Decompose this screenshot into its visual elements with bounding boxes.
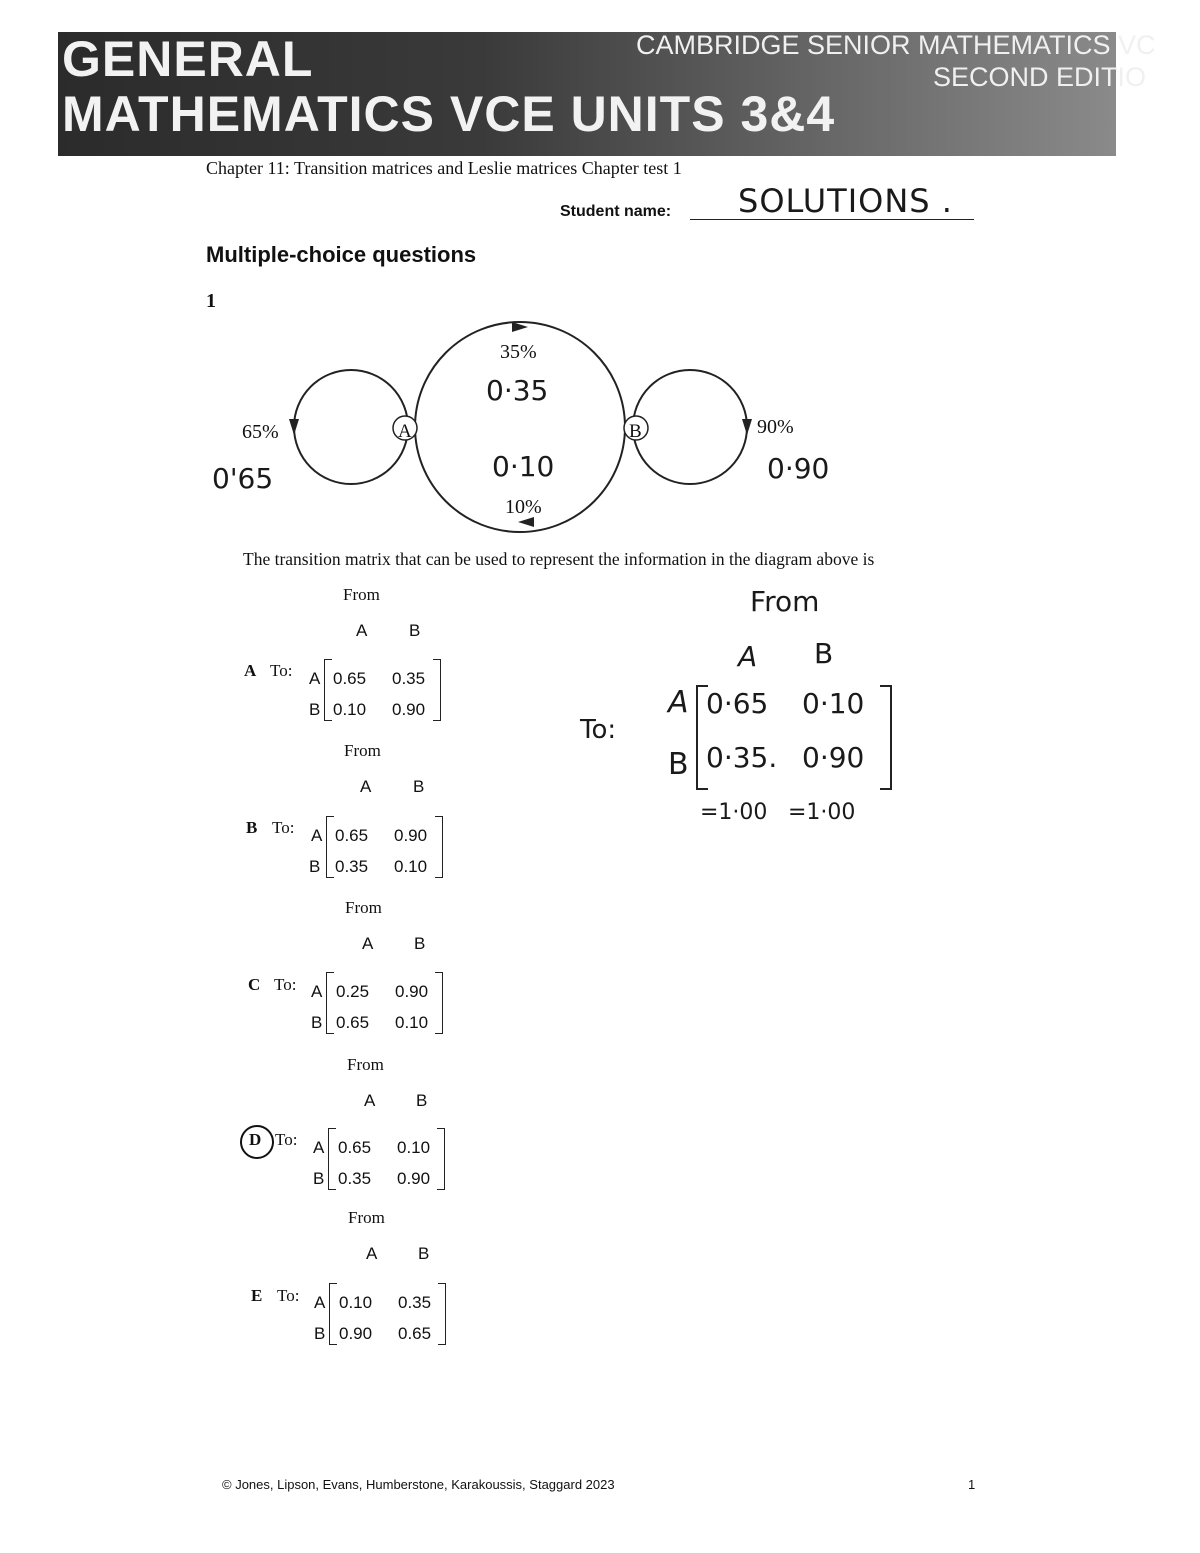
working-col-label: B xyxy=(814,637,834,670)
option-e[interactable] xyxy=(251,1208,471,1358)
arrow-a-to-b xyxy=(512,322,528,332)
banner-series: CAMBRIDGE SENIOR MATHEMATICS VC xyxy=(636,30,1156,60)
matrix-cell: 0.90 xyxy=(395,982,429,1001)
label-a-to-a: 65% xyxy=(242,421,279,443)
working-cell: 0·65 xyxy=(706,687,769,720)
banner-title-line2: MATHEMATICS VCE UNITS 3&4 xyxy=(62,86,836,142)
to-label: To: xyxy=(272,818,295,837)
working-sum: =1·00 xyxy=(700,800,768,825)
option-letter: E xyxy=(251,1286,263,1305)
to-label: To: xyxy=(274,975,297,994)
row-label: A xyxy=(313,1138,325,1157)
matrix-cell: 0.65 xyxy=(398,1324,432,1343)
matrix-cell: 0.90 xyxy=(392,700,426,719)
col-label: A xyxy=(364,1091,376,1110)
arrow-a-to-a xyxy=(289,419,299,435)
header-banner xyxy=(58,30,1156,156)
matrix-cell: 0.35 xyxy=(392,669,426,688)
from-label: From xyxy=(343,585,380,604)
col-label: B xyxy=(409,621,421,640)
matrix-cell: 0.65 xyxy=(338,1138,372,1157)
row-label: A xyxy=(309,669,321,688)
page-number: 1 xyxy=(968,1477,976,1492)
working-sum: =1·00 xyxy=(788,800,856,825)
working-row-label: B xyxy=(668,747,689,782)
col-label: A xyxy=(356,621,368,640)
hand-a-to-a: 0'65 xyxy=(212,462,274,495)
option-b[interactable] xyxy=(246,741,466,891)
option-a[interactable] xyxy=(244,585,464,735)
label-a-to-b: 35% xyxy=(500,341,537,363)
working-from-label: From xyxy=(750,585,820,618)
matrix-cell: 0.65 xyxy=(336,1013,370,1032)
option-letter: B xyxy=(246,818,258,837)
col-label: B xyxy=(413,777,425,796)
col-label: A xyxy=(362,934,374,953)
from-label: From xyxy=(345,898,382,917)
banner-edition: SECOND EDITIO xyxy=(933,62,1147,92)
arrow-b-to-b xyxy=(742,419,752,435)
row-label: B xyxy=(311,1013,323,1032)
banner-title-line1: GENERAL xyxy=(62,31,314,87)
option-d[interactable] xyxy=(240,1055,470,1205)
matrix-cell: 0.10 xyxy=(394,857,428,876)
node-b-label: B xyxy=(629,421,642,442)
label-b-to-a: 10% xyxy=(505,496,542,518)
matrix-cell: 0.90 xyxy=(397,1169,431,1188)
to-label: To: xyxy=(270,661,293,680)
question-prompt: The transition matrix that can be used to represent the information in the diagram above is xyxy=(243,549,875,569)
matrix-cell: 0.35 xyxy=(398,1293,432,1312)
col-label: A xyxy=(360,777,372,796)
matrix-cell: 0.90 xyxy=(394,826,428,845)
working-col-label: A xyxy=(738,640,758,673)
hand-b-to-a: 0·10 xyxy=(492,450,555,483)
matrix-cell: 0.90 xyxy=(339,1324,373,1343)
section-title: Multiple-choice questions xyxy=(206,242,477,267)
matrix-cell: 0.25 xyxy=(336,982,370,1001)
row-label: A xyxy=(311,982,323,1001)
loop-a xyxy=(294,370,408,484)
from-label: From xyxy=(347,1055,384,1074)
row-label: B xyxy=(309,857,321,876)
option-letter: C xyxy=(248,975,261,994)
hand-a-to-b: 0·35 xyxy=(486,374,549,407)
col-label: B xyxy=(418,1244,430,1263)
chapter-line: Chapter 11: Transition matrices and Leslie matrices Chapter test 1 xyxy=(206,158,682,178)
matrix-cell: 0.10 xyxy=(339,1293,373,1312)
col-label: B xyxy=(416,1091,428,1110)
working-cell: 0·10 xyxy=(802,687,865,720)
label-b-to-b: 90% xyxy=(757,416,794,438)
from-label: From xyxy=(344,741,381,760)
loop-b xyxy=(633,370,747,484)
matrix-cell: 0.65 xyxy=(333,669,367,688)
student-name-label: Student name: xyxy=(560,203,672,220)
matrix-cell: 0.10 xyxy=(395,1013,429,1032)
to-label: To: xyxy=(275,1130,298,1149)
working-row-label: A xyxy=(668,685,689,720)
from-label: From xyxy=(348,1208,385,1227)
row-label: B xyxy=(314,1324,326,1343)
row-label: A xyxy=(314,1293,326,1312)
col-label: A xyxy=(366,1244,378,1263)
working-cell: 0·90 xyxy=(802,741,865,774)
row-label: A xyxy=(311,826,323,845)
matrix-cell: 0.10 xyxy=(397,1138,431,1157)
student-name-value: SOLUTIONS . xyxy=(738,182,953,220)
working-to-label: To: xyxy=(580,715,617,745)
col-label: B xyxy=(414,934,426,953)
matrix-cell: 0.35 xyxy=(338,1169,372,1188)
matrix-cell: 0.35 xyxy=(335,857,369,876)
question-number: 1 xyxy=(206,290,216,312)
option-c[interactable] xyxy=(248,898,468,1048)
matrix-cell: 0.65 xyxy=(335,826,369,845)
option-letter: A xyxy=(244,661,257,680)
row-label: B xyxy=(313,1169,325,1188)
option-letter: D xyxy=(249,1130,262,1149)
footer-copyright: © Jones, Lipson, Evans, Humberstone, Karakoussis, Staggard 2023 xyxy=(222,1477,615,1492)
handwritten-working xyxy=(580,585,910,835)
matrix-cell: 0.10 xyxy=(333,700,367,719)
node-a-label: A xyxy=(398,421,412,442)
hand-b-to-b: 0·90 xyxy=(767,452,830,485)
working-cell: 0·35. xyxy=(706,741,778,774)
row-label: B xyxy=(309,700,321,719)
to-label: To: xyxy=(277,1286,300,1305)
